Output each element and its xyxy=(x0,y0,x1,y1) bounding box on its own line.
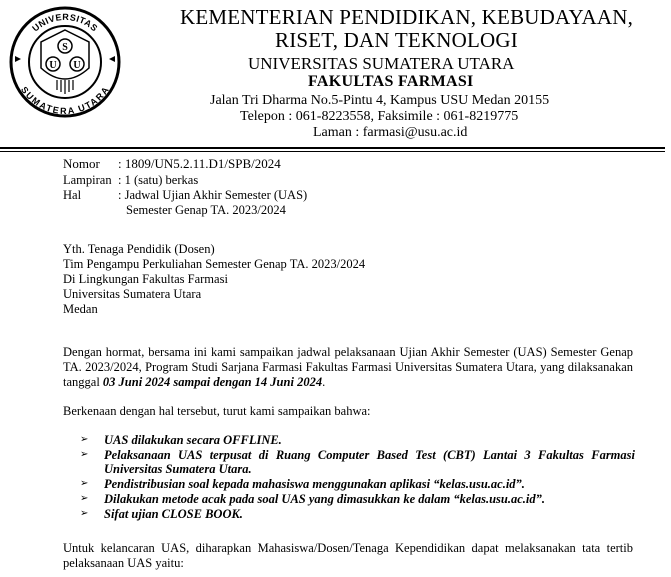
website-line: Laman : farmasi@usu.ac.id xyxy=(313,125,468,140)
hal-label: Hal xyxy=(63,188,82,202)
exam-dates: 03 Juni 2024 sampai dengan 14 Juni 2024 xyxy=(102,375,323,389)
university-name: UNIVERSITAS SUMATERA UTARA xyxy=(248,54,515,73)
arrow-bullet-icon: ➢ xyxy=(80,493,89,504)
arrow-bullet-icon: ➢ xyxy=(80,449,89,460)
arrow-bullet-icon: ➢ xyxy=(80,434,89,445)
list-item xyxy=(80,507,635,521)
phone-line: Telepon : 061-8223558, Faksimile : 061-8219775 xyxy=(240,109,519,124)
list-item xyxy=(80,433,635,447)
lampiran-value: : 1 (satu) berkas xyxy=(118,173,199,187)
nomor-label: Nomor xyxy=(63,156,100,171)
logo-monogram-u1: U xyxy=(49,60,57,71)
bullet-list xyxy=(80,433,635,522)
recipient-line-4: Universitas Sumatera Utara xyxy=(63,287,202,301)
usu-logo xyxy=(9,6,121,118)
opening-end: . xyxy=(322,375,326,389)
arrow-bullet-icon: ➢ xyxy=(80,478,89,489)
ministry-line-2: RISET, DAN TEKNOLOGI xyxy=(275,28,518,52)
closing-paragraph: Untuk kelancaran UAS, diharapkan Mahasiswa/Dosen/Tenaga Kependidikan dapat melaksanakan tata tertib pelaksanaan UAS yaitu: xyxy=(63,541,633,570)
list-item xyxy=(80,477,635,491)
list-item-text: Dilakukan metode acak pada soal UAS yang dimasukkan ke dalam “kelas.usu.ac.id”. xyxy=(104,492,546,506)
list-item-text: Sifat ujian CLOSE BOOK. xyxy=(104,507,243,521)
letterhead-rule-thin xyxy=(0,151,665,152)
faculty-name: FAKULTAS FARMASI xyxy=(308,73,474,90)
logo-monogram-s: S xyxy=(62,42,68,53)
letterhead-rule-thick xyxy=(0,147,665,149)
nomor-value: : 1809/UN5.2.11.D1/SPB/2024 xyxy=(118,156,281,171)
address-line: Jalan Tri Dharma No.5-Pintu 4, Kampus USU Medan 20155 xyxy=(210,93,550,108)
list-item-text: Pelaksanaan UAS terpusat di Ruang Computer Based Test (CBT) Lantai 3 Fakultas Farmasi Universitas Sumatera Utara. xyxy=(104,448,635,476)
recipient-line-5: Medan xyxy=(63,302,98,316)
opening-text: Dengan hormat, bersama ini kami sampaikan jadwal pelaksanaan Ujian Akhir Semester (UAS) Semester Genap TA. 2023/2024, Program Studi Sarjana Farmasi Fakultas Farmasi Universitas Sumatera Utara, yang dilaksanakan tanggal xyxy=(63,345,633,389)
list-item-text: UAS dilakukan secara OFFLINE. xyxy=(104,433,282,447)
opening-paragraph xyxy=(63,345,633,390)
logo-monogram-u2: U xyxy=(73,60,81,71)
list-item xyxy=(80,492,635,506)
hal-value: : Jadwal Ujian Akhir Semester (UAS) xyxy=(118,188,308,202)
ministry-line-1: KEMENTERIAN PENDIDIKAN, KEBUDAYAAN, xyxy=(180,5,634,29)
recipient-line-2: Tim Pengampu Perkuliahan Semester Genap TA. 2023/2024 xyxy=(63,257,366,271)
list-item-text: Pendistribusian soal kepada mahasiswa menggunakan aplikasi “kelas.usu.ac.id”. xyxy=(104,477,525,491)
recipient-line-1: Yth. Tenaga Pendidik (Dosen) xyxy=(63,242,215,256)
arrow-bullet-icon: ➢ xyxy=(80,508,89,519)
logo-top-text: UNIVERSITAS xyxy=(30,11,100,34)
logo-bottom-text: SUMATERA UTARA xyxy=(19,84,111,117)
hal-value-2: Semester Genap TA. 2023/2024 xyxy=(126,203,286,217)
recipient-line-3: Di Lingkungan Fakultas Farmasi xyxy=(63,272,228,286)
intro-bullets-paragraph: Berkenaan dengan hal tersebut, turut kami sampaikan bahwa: xyxy=(63,404,371,418)
lampiran-label: Lampiran xyxy=(63,173,112,187)
list-item xyxy=(80,448,635,476)
